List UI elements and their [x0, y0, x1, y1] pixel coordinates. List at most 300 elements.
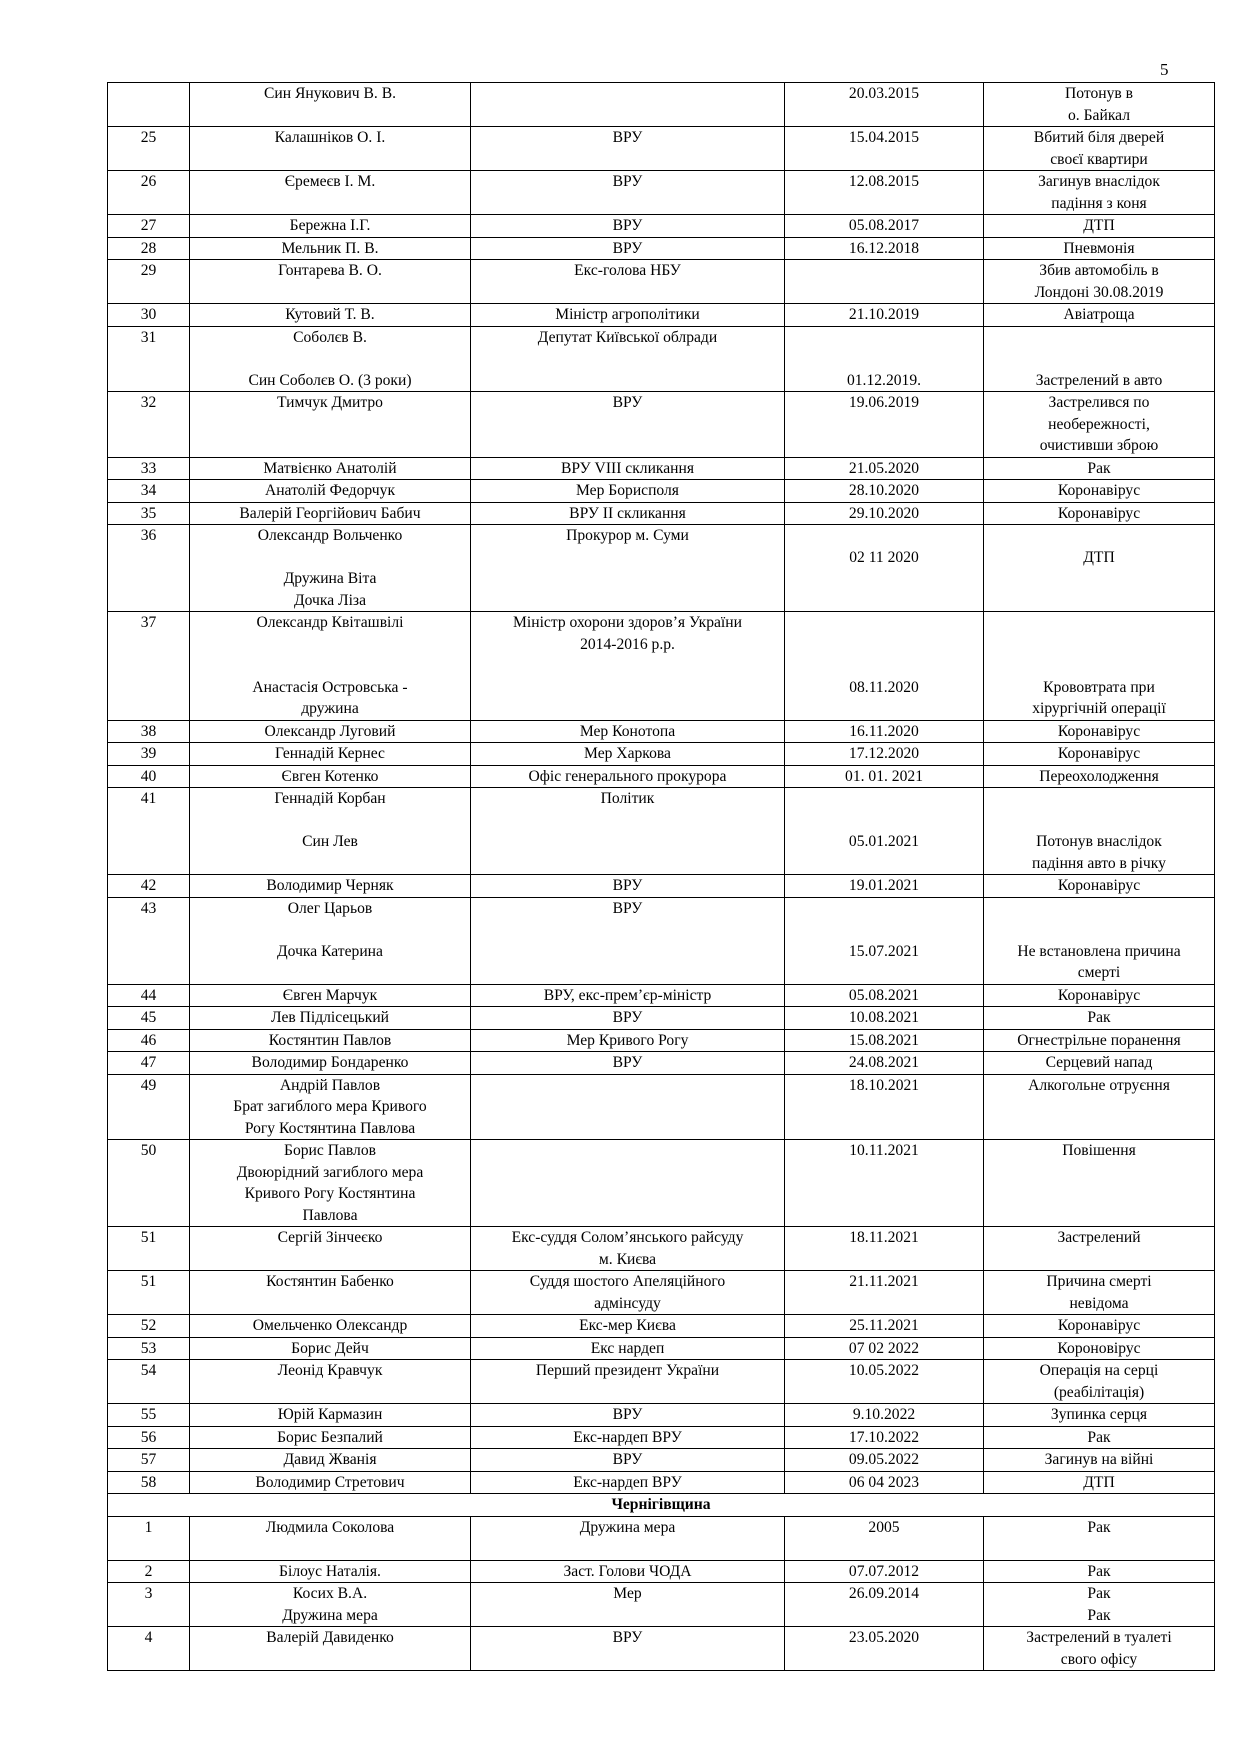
row-position: [471, 1140, 785, 1227]
table-row: [108, 83, 1215, 127]
row-position: [471, 83, 785, 127]
row-name-line: Дружина Віта: [283, 570, 377, 587]
row-cause-line: Алкогольне отруєння: [1028, 1076, 1170, 1094]
row-name: [190, 127, 471, 171]
row-position-line: [475, 1140, 780, 1162]
row-cause-line: [988, 919, 1210, 941]
row-date: [785, 1315, 984, 1338]
row-name-line: Матвієнко Анатолій: [263, 459, 397, 477]
row-cause-line: Крововтрата при: [1043, 678, 1155, 696]
row-cause-line: невідома: [1069, 1294, 1129, 1312]
row-position: [471, 984, 785, 1007]
row-position: [471, 1627, 785, 1671]
row-number-line: 43: [140, 899, 157, 917]
table-row: [108, 1583, 1215, 1627]
row-cause: [984, 1583, 1215, 1627]
row-name: [190, 1337, 471, 1360]
row-cause: [984, 127, 1215, 171]
row-cause-line: хірургічній операції: [1032, 700, 1166, 717]
row-number-line: 46: [140, 1031, 157, 1049]
row-name: [190, 788, 471, 875]
row-cause-line: Рак: [1087, 1585, 1111, 1602]
row-cause: [984, 1271, 1215, 1315]
row-name: [190, 215, 471, 238]
row-position-line: 2014-2016 р.р.: [580, 635, 675, 653]
row-number: [108, 1337, 190, 1360]
row-name-line: Син Лев: [302, 833, 358, 850]
row-number-line: 55: [140, 1406, 157, 1423]
row-position: [471, 1426, 785, 1449]
row-position-line: Екс нардеп: [590, 1339, 665, 1357]
row-cause-line: Повішення: [1062, 1142, 1136, 1159]
row-name-line: Син Янукович В. В.: [263, 85, 397, 102]
row-date-line: 10.11.2021: [849, 1142, 919, 1159]
row-cause-line: Застрелений в туалеті: [1026, 1629, 1172, 1646]
row-cause-line: Огнестрільне поранення: [1017, 1031, 1181, 1049]
row-name: [190, 1227, 471, 1271]
row-position-line: Політик: [600, 790, 655, 807]
row-name-line: Павлова: [302, 1206, 358, 1224]
row-cause: [984, 1227, 1215, 1271]
row-position-line: ВРУ, екс-прем’єр-міністр: [543, 986, 712, 1004]
table-row: [108, 984, 1215, 1007]
row-date: [785, 1140, 984, 1227]
row-name-line: Гонтарева В. О.: [278, 262, 382, 279]
row-date-line: 19.06.2019: [848, 394, 920, 411]
row-name: [190, 875, 471, 898]
table-row: [108, 1271, 1215, 1315]
page-number: 5: [1160, 60, 1169, 79]
row-cause: [984, 1052, 1215, 1075]
row-number: [108, 1560, 190, 1583]
row-date: [785, 1029, 984, 1052]
row-position: [471, 1337, 785, 1360]
row-cause-line: смерті: [1077, 964, 1121, 981]
row-date-line: 05.01.2021: [848, 833, 920, 850]
row-position: [471, 260, 785, 304]
row-date-line: 05.08.2021: [848, 986, 920, 1004]
table-row: [108, 127, 1215, 171]
row-cause-line: Лондоні 30.08.2019: [1034, 283, 1164, 301]
row-number-line: 3: [144, 1585, 153, 1602]
row-cause: [984, 260, 1215, 304]
row-name-line: Мельник П. В.: [281, 239, 379, 257]
row-cause-line: падіння авто в річку: [1032, 854, 1166, 872]
row-number: [108, 720, 190, 743]
row-name-line: [194, 547, 466, 569]
row-cause-line: Пневмонія: [1063, 239, 1135, 257]
row-cause: [984, 1337, 1215, 1360]
row-name: [190, 1271, 471, 1315]
row-cause-line: Застрелений в авто: [1035, 371, 1163, 389]
row-position-line: Мер: [613, 1585, 642, 1602]
row-date-line: [789, 327, 979, 349]
row-position: [471, 171, 785, 215]
row-number-line: 26: [140, 173, 157, 190]
row-position-line: ВРУ II скликання: [569, 504, 686, 522]
row-name: [190, 1029, 471, 1052]
row-position: [471, 215, 785, 238]
row-name-line: Кутовий Т. В.: [285, 306, 375, 323]
row-name-line: Геннадій Кернес: [275, 745, 385, 762]
row-cause: [984, 1315, 1215, 1338]
row-cause: [984, 215, 1215, 238]
table-row: [108, 897, 1215, 984]
row-date-line: 02 11 2020: [849, 548, 919, 566]
row-position-line: ВРУ: [612, 173, 643, 190]
table-row: [108, 1426, 1215, 1449]
row-date-line: 15.07.2021: [848, 942, 920, 960]
row-position-line: ВРУ: [612, 129, 643, 146]
row-date-line: 29.10.2020: [848, 504, 920, 522]
row-position-line: ВРУ VIII скликання: [560, 459, 695, 477]
row-position-line: Мер Борисполя: [576, 482, 679, 499]
row-name: [190, 171, 471, 215]
row-number-line: 1: [144, 1518, 153, 1536]
row-position-line: Мер Конотопа: [579, 722, 676, 740]
row-name-line: Омельченко Олександр: [252, 1317, 408, 1334]
row-date-line: 01. 01. 2021: [845, 767, 923, 785]
row-position: [471, 392, 785, 458]
row-cause: [984, 326, 1215, 392]
row-date-line: 9.10.2022: [852, 1406, 916, 1423]
row-name: [190, 83, 471, 127]
row-date: [785, 612, 984, 721]
row-name-line: дружина: [301, 700, 359, 717]
table-row: [108, 1140, 1215, 1227]
row-position: [471, 525, 785, 612]
row-number: [108, 1074, 190, 1140]
row-name: [190, 612, 471, 721]
table-row: [108, 720, 1215, 743]
row-number-line: 51: [140, 1273, 157, 1290]
row-name-line: Борис Дейч: [291, 1339, 369, 1357]
row-date-line: [789, 788, 979, 810]
row-number-line: 41: [140, 790, 157, 807]
row-number-line: 25: [140, 129, 157, 146]
row-date: [785, 1007, 984, 1030]
row-position: [471, 788, 785, 875]
section-title: Чернігівщина: [108, 1494, 1215, 1517]
row-date: [785, 897, 984, 984]
row-date-line: 07 02 2022: [848, 1339, 920, 1357]
row-position-line: Екс-нардеп ВРУ: [573, 1428, 682, 1446]
row-number-line: 54: [140, 1362, 157, 1379]
row-number-line: 50: [140, 1142, 157, 1159]
row-number-line: 33: [140, 459, 157, 477]
row-position: [471, 1271, 785, 1315]
row-position: [471, 1007, 785, 1030]
row-cause: [984, 765, 1215, 788]
row-date: [785, 1516, 984, 1560]
row-date-line: 16.12.2018: [848, 239, 920, 257]
row-position: [471, 304, 785, 327]
row-date: [785, 1426, 984, 1449]
row-number-line: 56: [140, 1428, 157, 1446]
row-position: [471, 897, 785, 984]
row-date-line: 10.08.2021: [848, 1009, 920, 1026]
row-name: [190, 984, 471, 1007]
row-name-line: Володимир Черняк: [266, 877, 394, 894]
row-date-line: 28.10.2020: [848, 482, 920, 499]
row-position: [471, 127, 785, 171]
row-date-line: 08.11.2020: [849, 678, 919, 696]
row-cause: [984, 1074, 1215, 1140]
table-row: [108, 788, 1215, 875]
row-position-line: адмінсуду: [594, 1294, 661, 1312]
table-row: [108, 1315, 1215, 1338]
row-name-line: Олександр Квіташвілі: [256, 614, 404, 631]
row-cause: [984, 392, 1215, 458]
row-number: [108, 1227, 190, 1271]
row-date: [785, 720, 984, 743]
row-date-line: 17.10.2022: [848, 1428, 920, 1446]
row-position: [471, 1052, 785, 1075]
row-number-line: 2: [144, 1562, 153, 1580]
table-row: [108, 1449, 1215, 1472]
row-position: [471, 1227, 785, 1271]
row-position-line: ВРУ: [612, 877, 643, 894]
row-date-line: 26.09.2014: [848, 1585, 920, 1602]
row-position-line: Суддя шостого Апеляційного: [529, 1273, 726, 1290]
row-cause-line: Загинув внаслідок: [1038, 173, 1160, 190]
table-row: [108, 502, 1215, 525]
row-date-line: 18.10.2021: [848, 1076, 920, 1094]
row-number-line: 4: [144, 1629, 153, 1646]
table-row: [108, 457, 1215, 480]
row-name: [190, 1007, 471, 1030]
row-position-line: ВРУ: [612, 1406, 643, 1423]
row-name: [190, 1074, 471, 1140]
row-number: [108, 237, 190, 260]
row-date: [785, 765, 984, 788]
table-row: [108, 1560, 1215, 1583]
row-date-line: [789, 634, 979, 656]
row-cause-line: Короновірус: [1057, 1339, 1141, 1357]
row-name: [190, 1315, 471, 1338]
row-date-line: [789, 810, 979, 832]
row-position: [471, 612, 785, 721]
row-name-line: Олег Царьов: [287, 899, 373, 917]
row-cause: [984, 1140, 1215, 1227]
row-name-line: [194, 810, 466, 832]
row-number: [108, 260, 190, 304]
row-position-line: Міністр агрополітики: [555, 306, 700, 323]
row-cause-line: падіння з коня: [1051, 194, 1147, 212]
row-cause-line: [988, 810, 1210, 832]
row-date-line: 09.05.2022: [848, 1451, 920, 1468]
row-date: [785, 1449, 984, 1472]
row-number: [108, 1516, 190, 1560]
row-cause: [984, 1404, 1215, 1427]
row-cause-line: о. Байкал: [1068, 106, 1130, 124]
row-date-line: [789, 260, 979, 282]
row-date: [785, 1227, 984, 1271]
row-position: [471, 326, 785, 392]
table-row: [108, 392, 1215, 458]
row-cause: [984, 1471, 1215, 1494]
row-name: [190, 237, 471, 260]
row-name-line: Володимир Бондаренко: [251, 1054, 409, 1071]
row-cause-line: [988, 788, 1210, 810]
row-cause-line: Операція на серці: [1039, 1362, 1159, 1379]
table-row: [108, 1627, 1215, 1671]
row-position-line: Депутат Київської облради: [537, 328, 718, 346]
row-position-line: Заст. Голови ЧОДА: [563, 1562, 692, 1580]
row-number-line: 32: [140, 394, 157, 411]
row-number: [108, 457, 190, 480]
row-cause-line: Коронавірус: [1057, 1317, 1141, 1334]
row-number: [108, 1583, 190, 1627]
row-date-line: 15.04.2015: [848, 129, 920, 146]
row-name-line: Анатолій Федорчук: [264, 482, 396, 499]
row-cause: [984, 525, 1215, 612]
row-number-line: 39: [140, 745, 157, 762]
row-name: [190, 897, 471, 984]
row-number-line: 53: [140, 1339, 157, 1357]
row-position-line: Екс-мер Києва: [579, 1317, 676, 1334]
row-position-line: ВРУ: [612, 1009, 643, 1026]
row-cause: [984, 304, 1215, 327]
row-name-line: Євген Котенко: [281, 767, 379, 785]
row-number-line: 34: [140, 482, 157, 499]
row-cause-line: Рак: [1087, 1518, 1111, 1536]
row-name-line: Борис Безпалий: [277, 1428, 383, 1446]
row-number-line: 58: [140, 1473, 157, 1491]
table-row: [108, 326, 1215, 392]
row-cause-line: Рак: [1087, 459, 1111, 477]
table-row: [108, 1471, 1215, 1494]
row-name-line: Євген Марчук: [282, 986, 378, 1004]
row-number: [108, 875, 190, 898]
row-position-line: ВРУ: [612, 899, 643, 917]
row-position-line: Перший президент України: [535, 1362, 720, 1379]
row-number-line: 27: [140, 217, 157, 234]
row-date-line: 12.08.2015: [848, 173, 920, 190]
table-row: [108, 1007, 1215, 1030]
row-position-line: ВРУ: [612, 217, 643, 234]
row-date-line: 2005: [868, 1518, 900, 1536]
row-cause-line: необережності,: [1048, 415, 1150, 433]
row-name-line: Давид Жванія: [283, 1451, 377, 1468]
row-position: [471, 1471, 785, 1494]
row-date: [785, 1052, 984, 1075]
row-name: [190, 392, 471, 458]
row-position: [471, 1583, 785, 1627]
row-number: [108, 743, 190, 766]
row-name-line: [194, 634, 466, 656]
row-position: [471, 237, 785, 260]
row-number-line: 49: [140, 1076, 157, 1094]
row-cause: [984, 897, 1215, 984]
table-row: [108, 237, 1215, 260]
row-number-line: 31: [140, 328, 157, 346]
row-position: [471, 457, 785, 480]
row-name: [190, 1404, 471, 1427]
table-row: [108, 260, 1215, 304]
row-name-line: Косих В.А.: [292, 1585, 368, 1602]
row-name-line: Олександр Вольченко: [257, 527, 403, 544]
row-cause-line: Коронавірус: [1057, 504, 1141, 522]
row-cause-line: Застрелився по: [1048, 394, 1150, 411]
row-number: [108, 1315, 190, 1338]
table-row: [108, 1052, 1215, 1075]
row-cause: [984, 457, 1215, 480]
row-name: [190, 1449, 471, 1472]
row-cause-line: [988, 348, 1210, 370]
table-row: [108, 875, 1215, 898]
row-cause-line: [988, 634, 1210, 656]
row-date: [785, 1583, 984, 1627]
row-number: [108, 525, 190, 612]
row-cause-line: Застрелений: [1057, 1229, 1141, 1246]
row-date: [785, 502, 984, 525]
row-number-line: 45: [140, 1009, 157, 1026]
row-cause-line: Не встановлена причина: [1017, 942, 1181, 960]
row-cause-line: Рак: [1087, 1009, 1111, 1026]
row-position-line: Прокурор м. Суми: [566, 527, 689, 544]
row-position: [471, 502, 785, 525]
row-name: [190, 1516, 471, 1560]
row-date: [785, 525, 984, 612]
row-position: [471, 1074, 785, 1140]
row-date: [785, 392, 984, 458]
row-number-line: 57: [140, 1451, 157, 1468]
deaths-table: [107, 82, 1215, 1671]
row-name-line: Брат загиблого мера Кривого: [233, 1098, 427, 1115]
row-name-line: Дочка Катерина: [277, 942, 383, 960]
table-row: [108, 525, 1215, 612]
row-name: [190, 326, 471, 392]
row-position-line: Мер Кривого Рогу: [566, 1031, 689, 1049]
row-position-line: [475, 1075, 780, 1097]
row-cause-line: [988, 612, 1210, 634]
row-name-line: [194, 655, 466, 677]
row-number-line: 51: [140, 1229, 157, 1246]
row-number-line: [112, 83, 185, 105]
row-name-line: Володимир Стретович: [255, 1473, 405, 1491]
table-row: [108, 304, 1215, 327]
row-date-line: 10.05.2022: [848, 1362, 920, 1379]
row-date: [785, 1627, 984, 1671]
row-date-line: 16.11.2020: [849, 722, 919, 740]
row-date: [785, 788, 984, 875]
row-name-line: Андрій Павлов: [279, 1076, 381, 1094]
table-row: [108, 1074, 1215, 1140]
row-number: [108, 1627, 190, 1671]
row-position: [471, 875, 785, 898]
row-cause: [984, 612, 1215, 721]
row-name: [190, 743, 471, 766]
row-name-line: Сергій Зінчеєко: [277, 1229, 383, 1246]
row-name-line: Анастасія Островська -: [252, 678, 408, 696]
row-cause: [984, 1360, 1215, 1404]
row-number: [108, 1140, 190, 1227]
row-name-line: Костянтин Бабенко: [266, 1273, 394, 1290]
row-position-line: ВРУ: [612, 239, 643, 257]
row-number: [108, 480, 190, 503]
row-cause-line: Коронавірус: [1057, 877, 1141, 894]
row-number: [108, 1426, 190, 1449]
row-cause: [984, 171, 1215, 215]
row-date: [785, 984, 984, 1007]
row-cause-line: (реабілітація): [1053, 1383, 1145, 1401]
row-date: [785, 304, 984, 327]
table-row: [108, 215, 1215, 238]
row-date-line: 17.12.2020: [848, 745, 920, 762]
row-position: [471, 1029, 785, 1052]
row-number-line: 47: [140, 1054, 157, 1071]
